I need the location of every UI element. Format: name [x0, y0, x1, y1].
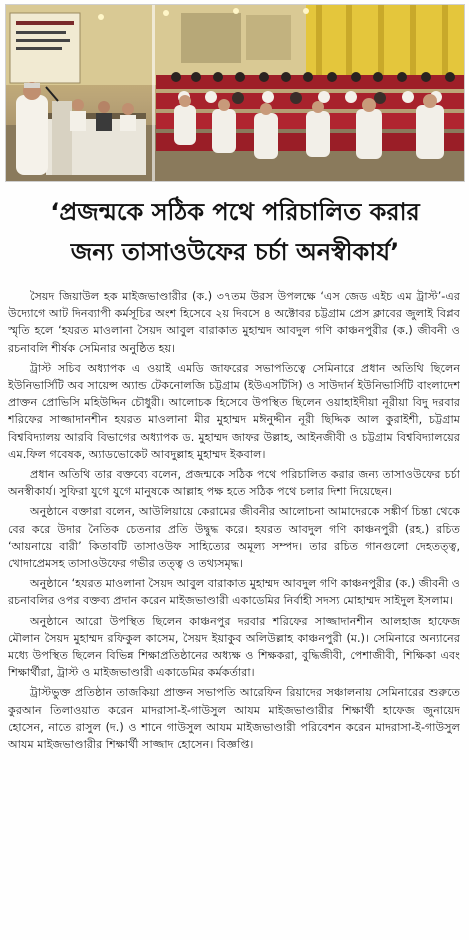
paragraph: অনুষ্ঠানে আরো উপস্থিত ছিলেন কাঞ্চনপুর দরবার শরিফের সাজ্জাদানশীন আলহাজ হাফেজ মৌলান সৈয়দ মুহাম্মদ রফিকুল কাসেম, সৈয়দ ইয়াকুব অলিউল্লাহ কাঞ্চনপুরী (ম.)। সেমিনারে অন্যানের মধ্যে উপস্থিত ছিলেন বিভিন্ন শিক্ষাপ্রতিষ্ঠানের অধ্যক্ষ ও শিক্ষকরা, বুদ্ধিজীবী, পেশাজীবী, শিক্ষিকা এবং শিক্ষার্থীরা, ট্রাস্ট ও মাইজভাণ্ডারী একাডেমির কর্মকর্তারা। [8, 614, 460, 680]
paragraph: ট্রাস্টভুক্ত প্রতিষ্ঠান তাজকিয়া প্রাক্তন সভাপতি আরেফিন রিয়াদের সঞ্চালনায় সেমিনারের শুরুতে কুরআন তিলাওয়াত করেন মাদরাসা-ই-গাউসুল আযম মাইজভাণ্ডারীর শিক্ষার্থী হাফেজ জুনায়েদ হোসেন, নাতে রাসুল (দ.) ও শানে গাউসুল আযম মাইজভাণ্ডারী পরিবেশন করেন মাদরাসা-ই-গাউসুল আযম মাইজভাণ্ডারীর শিক্ষার্থী সাজ্জাদ হোসেন। বিজ্ঞপ্তি। [8, 686, 460, 752]
seminar-hall-image [6, 5, 465, 182]
paragraph: অনুষ্ঠানে বক্তারা বলেন, আউলিয়ায়ে কেরামের জীবনীর আলোচনা আমাদেরকে সঙ্কীর্ণ চিন্তা থেকে বের করে উদার নৈতিক চেতনার প্রতি উদ্বুদ্ধ করে। হযরত আবদুল গণি কাঞ্চনপুরী (রহ.) রচিত ‘আয়নায়ে বারী’ কিতাবটি তাসাওউফ সাহিত্যের অমূল্য সম্পদ। তার রচিত গানগুলো দেহতত্ত্ব, খোদাপ্রেমসহ তাসাওউফের গভীর তত্ত্ব ও তথ্যসমৃদ্ধ। [8, 505, 460, 571]
paragraph: প্রধান অতিথি তার বক্তব্যে বলেন, প্রজন্মকে সঠিক পথে পরিচালিত করার জন্য তাসাওউফের চর্চা অনস্বীকার্য। সুফিরা যুগে যুগে মানুষকে আল্লাহ পক্ষ হতে সঠিক পথে চলার দিশা দিয়েছেন। [8, 468, 460, 499]
event-photo [5, 4, 465, 182]
headline-line-1: ‘প্রজন্মকে সঠিক পথে পরিচালিত করার [50, 198, 420, 226]
paragraph: অনুষ্ঠানে ‘হযরত মাওলানা সৈয়দ আবুল বারাকাত মুহাম্মদ আবদুল গণি কাঞ্চনপুরীর (ক.) জীবনী ও রচনাবলির ওপর বক্তব্য প্রদান করেন মাইজভাণ্ডারী একাডেমির নির্বাহী সদস্য মোহাম্মদ সাইদুল ইসলাম। [8, 577, 460, 608]
headline [6, 192, 464, 276]
paragraph: ট্রাস্ট সচিব অধ্যাপক এ ওয়াই এমডি জাফরের সভাপতিত্বে সেমিনারে প্রধান অতিথি ছিলেন ইউনিভার্সিটি অব সায়েন্স অ্যান্ড টেকনোলজি চট্টগ্রাম (ইউএসটিসি) ও সাউদার্ন ইউনিভার্সিটি বাংলাদেশ প্রাক্তন প্রোভিসি মহিউদ্দিন চৌধুরী। আলোচক হিসেবে উপস্থিত ছিলেন ওয়াহাইদীয়া নূরীয়া বিদু দরবার শরিফের সাজ্জাদানশীন হযরত মাওলানা মীর মুহাম্মদ মঈনুদ্দীন নূরী ছিদ্দিক আল কুরাইশী, চট্টগ্রাম বিশ্ববিদ্যালয় আরবি বিভাগের অধ্যাপক ড. মুহাম্মদ জাফর উল্লাহ, আইনজীবী ও চট্টগ্রাম বিশ্ববিদ্যালয়ের এম.ফিল গবেষক, অ্যাডভোকেট আবদুল্লাহ মুহাম্মদ ইকবাল। [8, 361, 460, 461]
headline-line-2: জন্য তাসাওউফের চর্চা অনস্বীকার্য’ [70, 238, 400, 266]
paragraph: সৈয়দ জিয়াউল হক মাইজভাণ্ডারীর (ক.) ৩৭তম উরস উপলক্ষে ‘এস জেড এইচ এম ট্রাস্ট’-এর উদ্যোগে আট দিনব্যাপী কর্মসূচির অংশ হিসেবে ২য় দিবসে ৪ অক্টোবর চট্টগ্রাম প্রেস ক্লাবের জুলাই বিপ্লব স্মৃতি হলে ‘হযরত মাওলানা সৈয়দ আবুল বারাকাত মুহাম্মদ আবদুল গণি কাঞ্চনপুরীর (ক.) জীবনী ও রচনাবলি শীর্ষক সেমিনার অনুষ্ঠিত হয়। [8, 290, 460, 355]
article-body [8, 288, 460, 938]
